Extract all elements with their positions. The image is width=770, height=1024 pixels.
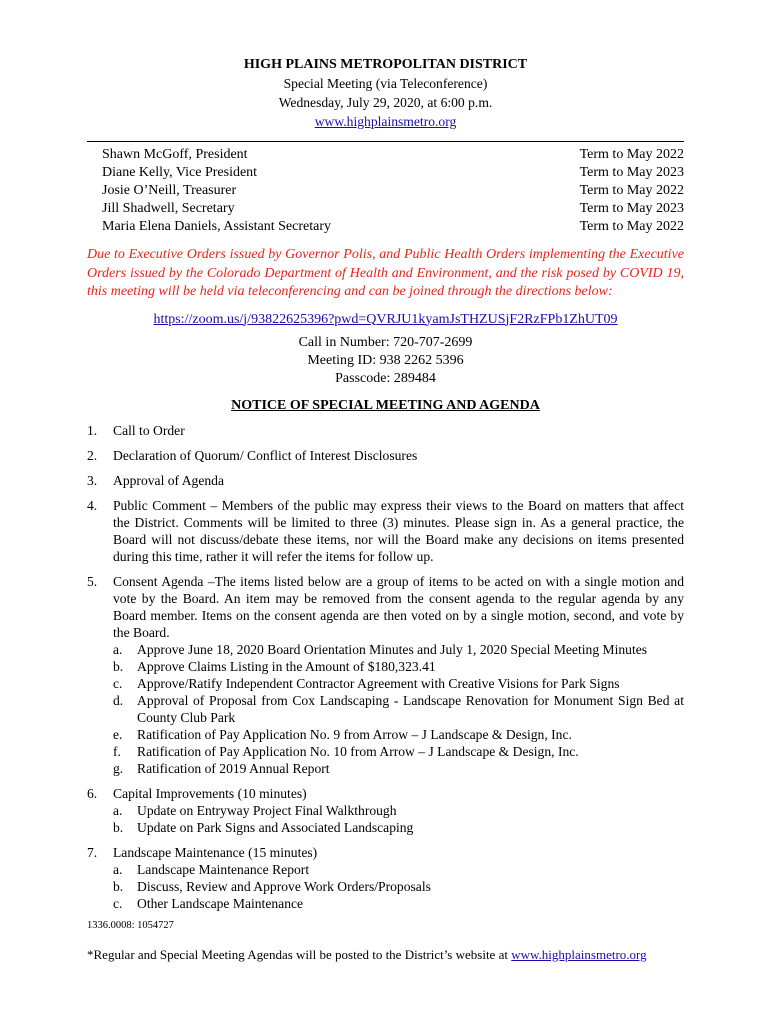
agenda-subitem-letter: e.: [113, 726, 123, 742]
agenda-subitem: [113, 878, 684, 895]
officer-row: [102, 200, 684, 218]
officer-term: Term to May 2022: [579, 147, 684, 162]
agenda-item-number: 7.: [87, 844, 98, 860]
agenda-subitem: [113, 692, 684, 726]
officer-row: [102, 146, 684, 164]
agenda-subitem-text: Other Landscape Maintenance: [137, 895, 304, 911]
divider: [87, 141, 684, 142]
meeting-type: Special Meeting (via Teleconference): [283, 76, 488, 91]
agenda-subitem-letter: b.: [113, 819, 124, 835]
agenda-subitem-text: Approve/Ratify Independent Contractor Agreement with Creative Visions for Park Signs: [137, 675, 620, 691]
agenda-subitem-text: Update on Park Signs and Associated Landscaping: [137, 819, 414, 835]
agenda-item-text: Call to Order: [113, 422, 185, 438]
call-in-number: Call in Number: 720-707-2699: [298, 334, 473, 350]
agenda-subitem-letter: f.: [113, 743, 121, 759]
officer-row: [102, 182, 684, 200]
officer-term: Term to May 2023: [579, 201, 684, 216]
agenda-item: [87, 844, 684, 912]
agenda-heading: NOTICE OF SPECIAL MEETING AND AGENDA: [231, 397, 540, 413]
agenda-subitem-text: Discuss, Review and Approve Work Orders/Proposals: [137, 878, 431, 894]
zoom-link[interactable]: https://zoom.us/j/93822625396?pwd=QVRJU1kyamJsTHZUSjF2RzFPb1ZhUT09: [153, 311, 618, 327]
agenda-subitem-letter: c.: [113, 675, 123, 691]
agenda-subitem-text: Ratification of 2019 Annual Report: [137, 760, 330, 776]
agenda-subitem-letter: b.: [113, 878, 124, 894]
meeting-date: Wednesday, July 29, 2020, at 6:00 p.m.: [278, 95, 493, 110]
agenda-subitem-letter: a.: [113, 802, 123, 818]
agenda-subitem-letter: b.: [113, 658, 124, 674]
agenda-item: [87, 447, 684, 464]
meeting-id: Meeting ID: 938 2262 5396: [307, 352, 464, 368]
agenda-subitem-letter: a.: [113, 641, 123, 657]
agenda-item-number: 3.: [87, 472, 98, 488]
call-in-block: [87, 334, 684, 388]
agenda-item-number: 2.: [87, 447, 98, 463]
agenda-subitem: [113, 760, 684, 777]
agenda-item: [87, 472, 684, 489]
document-id: 1336.0008: 1054727: [87, 919, 174, 931]
officer-row: [102, 164, 684, 182]
agenda-item-text: Landscape Maintenance (15 minutes): [113, 844, 318, 860]
agenda-item-text: Public Comment – Members of the public may express their views to the Board on matters that affect the District. Comments will be limited to three (3) minutes. Please sign in. As a general practice, the Board will not discuss/debate these items, nor will the Board make any decisions on items presented during this time, rather it will refer the items for follow up.: [113, 497, 684, 564]
agenda-item-body: [113, 447, 684, 464]
footer-website-link[interactable]: www.highplainsmetro.org: [511, 946, 647, 962]
agenda-subitem: [113, 861, 684, 878]
agenda-subitem: [113, 675, 684, 692]
agenda-subitem-text: Ratification of Pay Application No. 10 from Arrow – J Landscape & Design, Inc.: [137, 743, 579, 759]
agenda-item: [87, 785, 684, 836]
agenda-subitem-letter: a.: [113, 861, 123, 877]
agenda-subitem-text: Approve June 18, 2020 Board Orientation Minutes and July 1, 2020 Special Meeting Minutes: [137, 641, 648, 657]
covid-notice: Due to Executive Orders issued by Governor Polis, and Public Health Orders implementing the Executive Orders issued by the Colorado Department of Health and Environment, and the risk posed by COVID 19, this meeting will be held via teleconferencing and can be joined through the directions below:: [87, 247, 684, 299]
agenda-subitem-letter: d.: [113, 692, 124, 708]
agenda-subitem: [113, 895, 684, 912]
agenda-item-number: 5.: [87, 573, 98, 589]
passcode: Passcode: 289484: [335, 370, 436, 386]
officer-row: [102, 218, 684, 236]
agenda-subitem: [113, 658, 684, 675]
agenda-item-body: [113, 573, 684, 777]
agenda-item: [87, 497, 684, 565]
agenda-item-text: Capital Improvements (10 minutes): [113, 785, 307, 801]
agenda-item-body: [113, 422, 684, 439]
agenda-subitem-text: Ratification of Pay Application No. 9 from Arrow – J Landscape & Design, Inc.: [137, 726, 572, 742]
officers-list: [87, 146, 684, 236]
agenda-item-text: Consent Agenda –The items listed below are a group of items to be acted on with a single motion and vote by the Board. An item may be removed from the consent agenda to the regular agenda by any Board member. Items on the consent agenda are then voted on by a single motion, second, and vote by the Board.: [113, 573, 684, 640]
website-link[interactable]: www.highplainsmetro.org: [314, 114, 457, 129]
agenda-item-body: [113, 785, 684, 836]
agenda-item: [87, 573, 684, 777]
agenda-subitem: [113, 641, 684, 658]
agenda-item-number: 6.: [87, 785, 98, 801]
footer-note: [87, 947, 684, 963]
agenda-subitem: [113, 743, 684, 760]
officer-term: Term to May 2023: [579, 165, 684, 180]
agenda-list: [87, 422, 684, 912]
agenda-item-text: Declaration of Quorum/ Conflict of Interest Disclosures: [113, 447, 418, 463]
agenda-subitem-text: Approve Claims Listing in the Amount of $180,323.41: [137, 658, 436, 674]
officer-name: Maria Elena Daniels, Assistant Secretary: [102, 219, 331, 234]
agenda-item-number: 4.: [87, 497, 98, 513]
footer-note-text: *Regular and Special Meeting Agendas will be posted to the District’s website at: [87, 946, 512, 962]
agenda-subitem-text: Landscape Maintenance Report: [137, 861, 310, 877]
header-block: [87, 55, 684, 131]
agenda-subitem-letter: g.: [113, 760, 124, 776]
agenda-subitem: [113, 726, 684, 743]
agenda-item-body: [113, 844, 684, 912]
officer-name: Diane Kelly, Vice President: [102, 165, 258, 180]
agenda-item-body: [113, 472, 684, 489]
agenda-item-body: [113, 497, 684, 565]
agenda-item: [87, 422, 684, 439]
agenda-item-number: 1.: [87, 422, 98, 438]
officer-term: Term to May 2022: [579, 219, 684, 234]
officer-name: Josie O’Neill, Treasurer: [102, 183, 237, 198]
officer-name: Jill Shadwell, Secretary: [102, 201, 235, 216]
agenda-subitem-letter: c.: [113, 895, 123, 911]
agenda-subitem-text: Update on Entryway Project Final Walkthrough: [137, 802, 397, 818]
agenda-subitem: [113, 802, 684, 819]
agenda-subitem: [113, 819, 684, 836]
org-title: HIGH PLAINS METROPOLITAN DISTRICT: [243, 57, 528, 72]
agenda-item-text: Approval of Agenda: [113, 472, 224, 488]
agenda-subitem-text: Approval of Proposal from Cox Landscaping - Landscape Renovation for Monument Sign Bed at County Club Park: [137, 692, 684, 725]
officer-term: Term to May 2022: [579, 183, 684, 198]
officer-name: Shawn McGoff, President: [102, 147, 248, 162]
document-page: [87, 55, 684, 963]
